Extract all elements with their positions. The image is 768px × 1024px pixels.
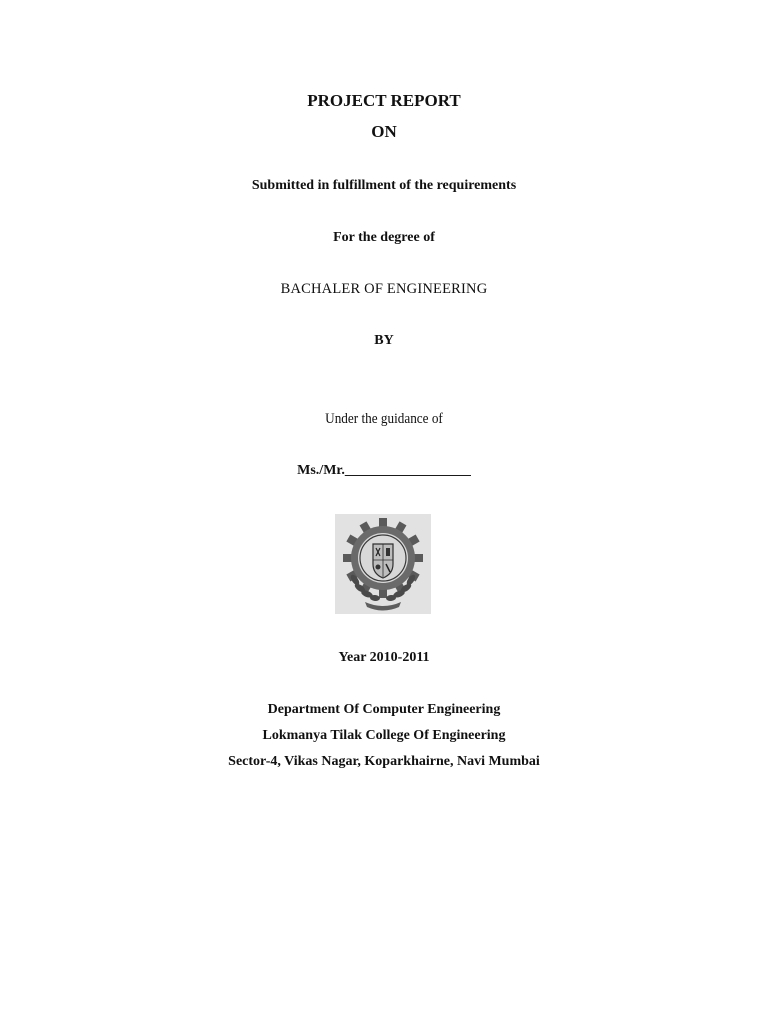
report-title: PROJECT REPORT <box>307 91 461 110</box>
submission-statement: Submitted in fulfillment of the requirements <box>251 178 517 193</box>
college-name: Lokmanya Tilak College Of Engineering <box>262 728 506 743</box>
degree-name: BACHALER OF ENGINEERING <box>280 281 488 297</box>
college-address: Sector-4, Vikas Nagar, Koparkhairne, Navi Mumbai <box>228 754 540 769</box>
guidance-label: Under the guidance of <box>325 411 443 427</box>
department-name: Department Of Computer Engineering <box>267 702 501 717</box>
by-label: BY <box>374 333 394 348</box>
degree-intro: For the degree of <box>333 230 435 245</box>
academic-year: Year 2010-2011 <box>338 650 430 665</box>
college-emblem-icon <box>335 514 431 614</box>
guide-name-field: Ms./Mr.__________________ <box>297 463 471 478</box>
report-title-on: ON <box>371 122 397 141</box>
